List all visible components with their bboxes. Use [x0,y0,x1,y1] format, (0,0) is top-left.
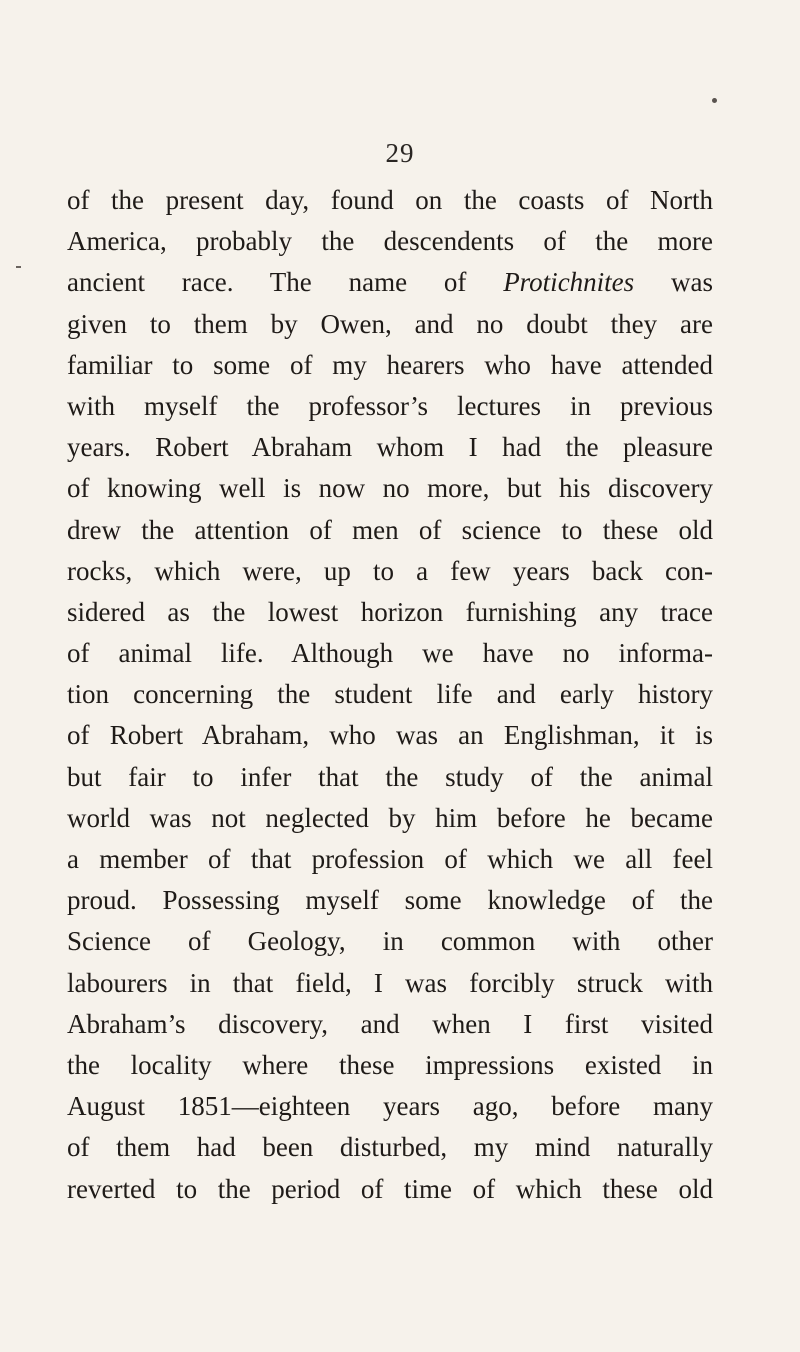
text-line: with myself the professor’s lectures in previous [67,390,713,421]
italic-term: Protichnites [503,267,635,298]
text-line: world was not neglected by him before he became [67,802,713,833]
text-line: familiar to some of my hearers who have attended [67,349,713,380]
text-line: Abraham’s discovery, and when I first visited [67,1008,713,1039]
text-line: the locality where these impressions existed in [67,1049,713,1080]
page-number: 29 [385,138,415,168]
text-line: rocks, which were, up to a few years back con- [67,555,713,586]
ink-speck [712,98,717,103]
text-line: given to them by Owen, and no doubt they are [67,308,713,339]
text-line: sidered as the lowest horizon furnishing any trace [67,596,713,627]
text-line: of Robert Abraham, who was an Englishman, it is [67,720,713,751]
text-line: proud. Possessing myself some knowledge of the [67,885,713,916]
margin-mark [16,266,21,268]
text-line: of knowing well is now no more, but his discovery [67,473,713,504]
text-line: of animal life. Although we have no informa- [67,638,713,669]
text-line: a member of that profession of which we all feel [67,844,713,874]
text-line: August 1851—eighteen years ago, before many [67,1091,713,1122]
text-line: drew the attention of men of science to these old [67,514,713,545]
text-line: Science of Geology, in common with other [67,926,713,957]
text-line: tion concerning the student life and early history [67,679,713,710]
text-line: of the present day, found on the coasts of North [67,185,713,215]
body-text [67,180,713,1210]
text-line: reverted to the period of time of which these old [67,1173,713,1204]
text-line: ancient race. The name of Protichnites was [67,267,713,298]
text-line: labourers in that field, I was forcibly struck with [67,967,713,998]
text-line: but fair to infer that the study of the animal [67,761,713,792]
text-line: of them had been disturbed, my mind naturally [67,1132,713,1163]
text-line: America, probably the descendents of the more [67,226,713,257]
text-line: years. Robert Abraham whom I had the pleasure [67,432,713,463]
